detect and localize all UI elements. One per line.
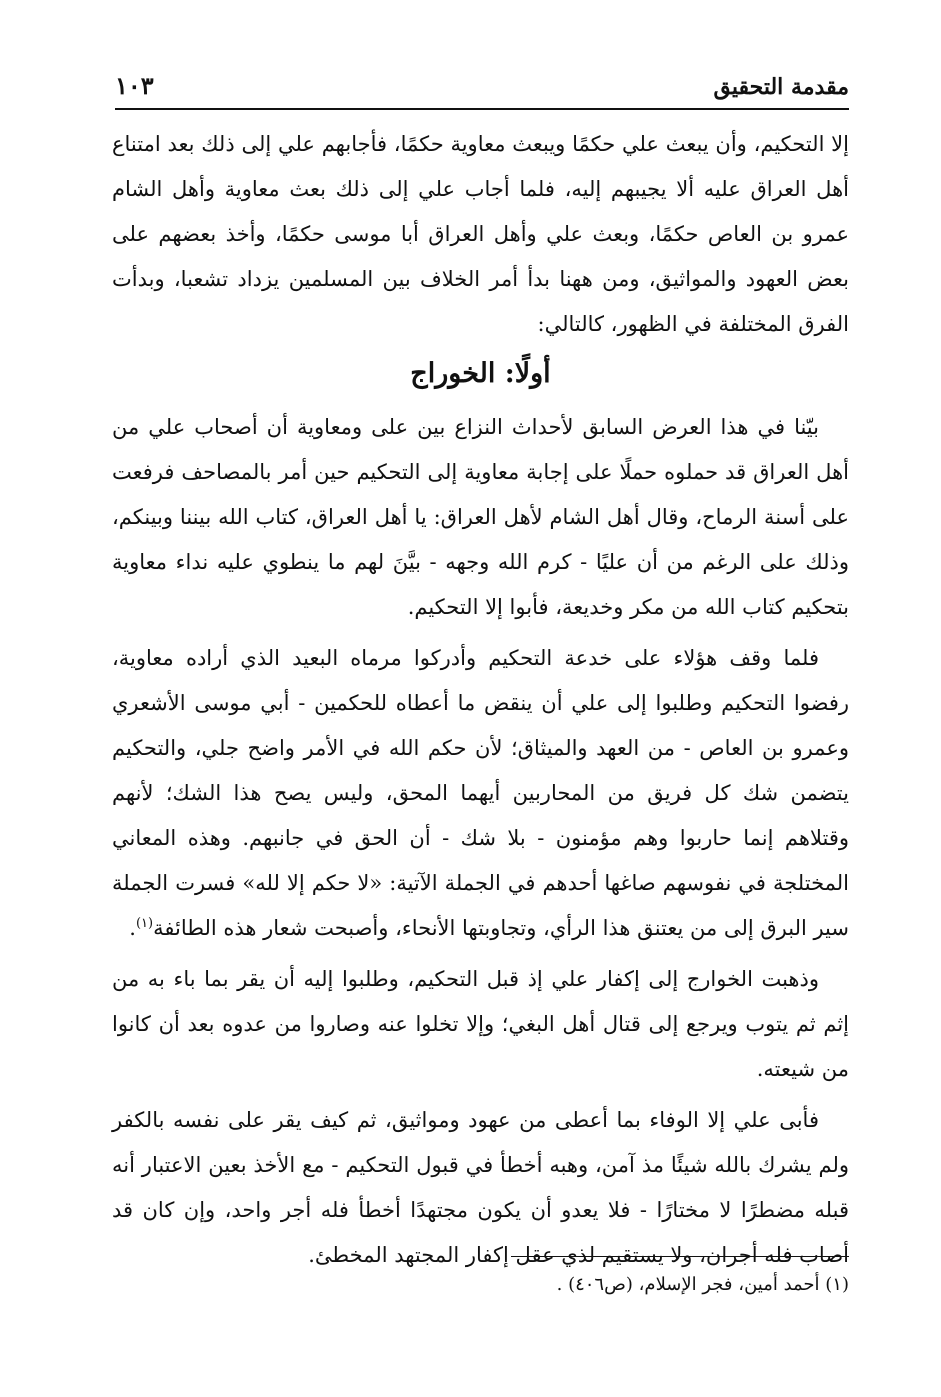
paragraph-4: فأبى علي إلا الوفاء بما أعطى من عهود ومواثيق، ثم كيف يقر على نفسه بالكفر ولم يشرك بالله شيئًا مذ آمن، وهبه أخطأ في قبول التحكيم - مع الأخذ بعين الاعتبار أنه قبله مضطرًا لا مختارًا - فلا يعدو أن يكون مجتهدًا أخطأ فله أجر واحد، وإن كان قد أصاب فله أجران، ولا يستقيم لذي عقل إكفار المجتهد المخطئ. (112, 1108, 849, 1267)
footnote: (١) أحمد أمين، فجر الإسلام، (ص٤٠٦) . (556, 1274, 849, 1295)
paragraph-1: بيّنا في هذا العرض السابق لأحداث النزاع بين على ومعاوية أن أصحاب علي من أهل العراق قد حملوه حملًا على إجابة معاوية إلى التحكيم حين أمر بالمصاحف فرفعت على أسنة الرماح، وقال أهل الشام لأهل العراق: يا أهل العراق، كتاب الله بيننا وبينكم، وذلك على الرغم من أن عليًا - كرم الله وجهه - بيَّنَ لهم ما ينطوي عليه نداء معاوية بتحكيم كتاب الله من مكر وخديعة، فأبوا إلا التحكيم. (112, 415, 849, 619)
intro-paragraph: إلا التحكيم، وأن يبعث علي حكمًا ويبعث معاوية حكمًا، فأجابهم علي إلى ذلك بعد امتناع أهل العراق عليه ألا يجيبهم إليه، فلما أجاب علي إلى ذلك بعث معاوية وأهل الشام عمرو بن العاص حكمًا، وبعث علي وأهل العراق أبا موسى حكمًا، وأخذ بعضهم على بعض العهود والمواثيق، ومن ههنا بدأ أمر الخلاف بين المسلمين يزداد تشعبا، وبدأت الفرق المختلفة في الظهور، كالتالي: (112, 132, 849, 336)
running-title: مقدمة التحقيق (713, 74, 849, 100)
footnote-reference[interactable]: (١) (135, 916, 154, 931)
section-heading: أولًا: الخوراج (410, 358, 551, 389)
paragraph-3: وذهبت الخوارج إلى إكفار علي إذ قبل التحكيم، وطلبوا إليه أن يقر بما باء به من إثم ثم يتوب ويرجع إلى قتال أهل البغي؛ وإلا تخلوا عنه وصاروا من عدوه بعد أن كانوا من شيعته. (112, 967, 849, 1081)
page-body (112, 122, 849, 1278)
footnote-divider (511, 1256, 849, 1257)
paragraph-2-text: فلما وقف هؤلاء على خدعة التحكيم وأدركوا مرماه البعيد الذي أراده معاوية، رفضوا التحكيم وطلبوا إلى علي أن ينقض ما أعطاه للحكمين - أبي موسى الأشعري وعمرو بن العاص - من العهد والميثاق؛ لأن حكم الله في الأمر واضح جلي، والتحكيم يتضمن شك كل فريق من المحاربين أيهما المحق، وليس يصح هذا الشك؛ لأنهم وقتلاهم إنما حاربوا وهم مؤمنون - بلا شك - أن الحق في جانبهم. وهذه المعاني المختلجة في نفوسهم صاغها أحدهم في الجملة الآتية: «لا حكم إلا لله» فسرت الجملة سير البرق إلى من يعتنق هذا الرأي، وتجاوبتها الأنحاء، وأصبحت شعار هذه الطائفة (112, 646, 849, 940)
paragraph-2 (112, 636, 849, 951)
sentence-end: . (129, 916, 136, 940)
page-number: ١٠٣ (115, 71, 154, 100)
page-header (115, 56, 849, 110)
